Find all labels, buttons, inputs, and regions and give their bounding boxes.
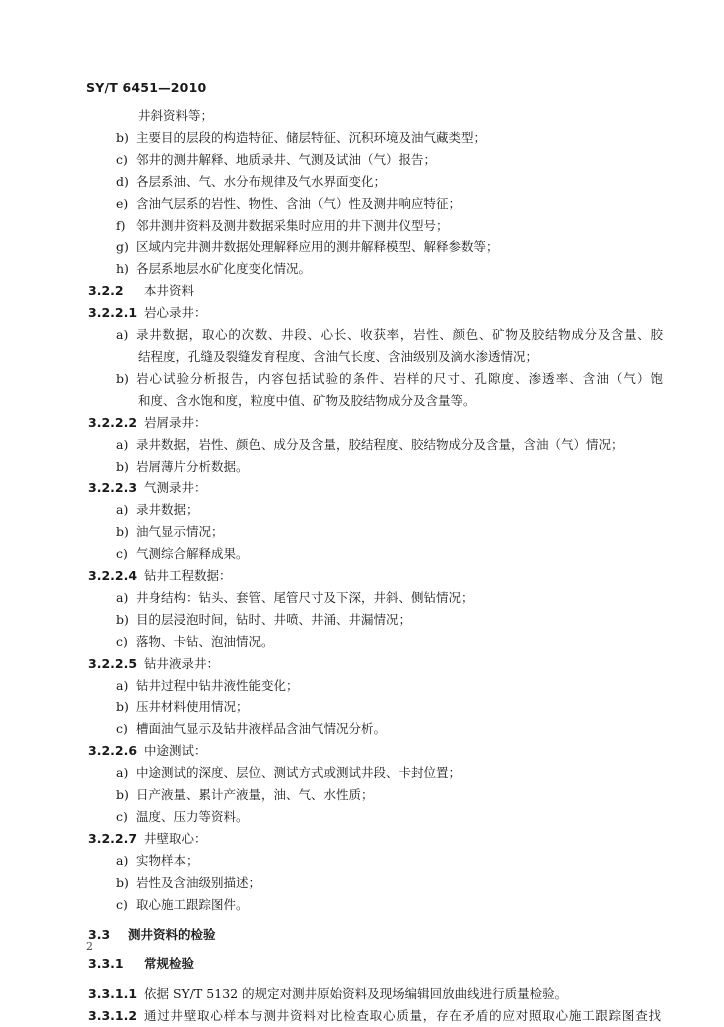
list-item — [88, 215, 663, 237]
list-item — [88, 521, 663, 543]
section-number: 3.2.2.3 — [88, 480, 138, 496]
section-number: 3.3.1.2 — [88, 1008, 138, 1024]
section-title: 通过井壁取心样本与测井资料对比检查取心质量，存在矛盾的应对照取心施工跟踪图查找 — [144, 1008, 661, 1024]
list-item — [88, 631, 663, 653]
section-title: 气测录井： — [144, 480, 207, 496]
list-item-marker: b) — [116, 611, 129, 627]
list-item — [88, 696, 663, 718]
list-item-marker: b) — [116, 129, 129, 145]
list-item-text: 油气显示情况； — [136, 524, 224, 540]
list-item-text: 邻井的测井解释、地质录井、气测及试油（气）报告； — [136, 151, 437, 167]
list-item-text: 落物、卡钻、泡油情况。 — [136, 633, 274, 649]
list-item-text: 各层系地层水矿化度变化情况。 — [136, 261, 312, 277]
list-item-text: 气测综合解释成果。 — [136, 546, 249, 562]
list-item-text: 温度、压力等资料。 — [136, 809, 249, 824]
list-item — [88, 609, 663, 631]
section-title: 钻井液录井： — [144, 655, 220, 671]
section-number: 3.3.1.1 — [88, 986, 138, 1002]
section-number: 3.2.2.2 — [88, 414, 138, 430]
list-item-marker: e) — [116, 195, 129, 211]
section-title: 依据 SY/T 5132 的规定对测井原始资料及现场编辑回放曲线进行质量检验。 — [144, 986, 568, 1002]
page-number: 2 — [86, 940, 93, 953]
section-heading — [88, 953, 663, 975]
section-title: 钻井工程数据： — [144, 568, 232, 584]
list-item — [88, 324, 663, 346]
section-heading — [88, 280, 663, 302]
list-item — [88, 127, 663, 149]
section-number: 3.3.1 — [88, 956, 124, 972]
list-item-text: 槽面油气显示及钻井液样品含油气情况分析。 — [136, 721, 387, 737]
list-item-marker: b) — [116, 370, 129, 386]
list-item-text: 压井材料使用情况； — [136, 699, 249, 715]
section-heading — [88, 653, 663, 675]
list-item — [88, 258, 663, 280]
document-body — [88, 105, 663, 1027]
list-item-text: 岩屑薄片分析数据。 — [136, 458, 249, 474]
list-item-text: 目的层浸泡时间，钻时、井喷、井涌、井漏情况； — [136, 611, 412, 627]
section-number: 3.2.2.6 — [88, 743, 138, 759]
section-number: 3.2.2.1 — [88, 305, 138, 321]
list-item-marker: b) — [116, 787, 129, 803]
list-item — [88, 762, 663, 784]
section-heading — [88, 302, 663, 324]
list-item — [88, 434, 663, 456]
list-item-marker: c) — [116, 809, 128, 824]
section-heading — [88, 412, 663, 434]
list-item-text: 录井数据，取心的次数、井段、心长、收获率，岩性、颜色、矿物及胶结物成分及含量、胶 — [136, 327, 663, 343]
list-item-marker: c) — [116, 151, 128, 167]
list-item-text: 岩性及含油级别描述； — [136, 874, 262, 890]
list-item — [88, 236, 663, 258]
section-heading — [88, 924, 663, 946]
section-number: 3.2.2.7 — [88, 830, 138, 846]
list-item-marker: a) — [116, 677, 129, 693]
list-item-text: 取心施工跟踪图件。 — [136, 896, 249, 912]
section-heading — [88, 477, 663, 499]
list-item-marker: f) — [116, 217, 126, 233]
list-item-marker: b) — [116, 699, 129, 715]
section-title: 中途测试： — [144, 743, 207, 759]
list-item — [88, 171, 663, 193]
list-item — [88, 543, 663, 565]
section-heading — [88, 828, 663, 850]
list-item-continuation: 井斜资料等； — [138, 108, 214, 123]
section-title: 本井资料 — [144, 283, 195, 299]
section-title: 井壁取心： — [144, 830, 207, 846]
list-item-marker: a) — [116, 589, 129, 605]
list-item-text: 含油气层系的岩性、物性、含油（气）性及测井响应特征； — [136, 195, 462, 211]
list-item-text: 各层系油、气、水分布规律及气水界面变化； — [136, 173, 387, 189]
list-item-marker: c) — [116, 721, 128, 737]
list-item — [88, 499, 663, 521]
list-item-text: 实物样本； — [136, 852, 199, 868]
list-item-text: 主要目的层段的构造特征、储层特征、沉积环境及油气藏类型； — [136, 129, 487, 145]
list-item-text: 中途测试的深度、层位、测试方式或测试井段、卡封位置； — [136, 765, 462, 781]
list-item-marker: d) — [116, 173, 129, 189]
list-item-text: 邻井测井资料及测井数据采集时应用的井下测井仪型号； — [136, 217, 449, 233]
list-item-text: 钻井过程中钻井液性能变化； — [136, 677, 299, 693]
list-item-marker: a) — [116, 852, 129, 868]
list-item-marker: c) — [116, 896, 128, 912]
section-number: 3.2.2 — [88, 283, 124, 299]
list-item-continuation: 和度、含水饱和度，粒度中值、矿物及胶结物成分及含量等。 — [138, 392, 476, 408]
list-item-marker: a) — [116, 436, 129, 452]
list-item-continuation: 结程度，孔缝及裂缝发育程度、含油气长度、含油级别及滴水渗透情况； — [138, 348, 539, 364]
list-item — [88, 806, 663, 828]
list-item-marker: c) — [116, 546, 128, 562]
section-number: 3.2.2.5 — [88, 655, 138, 671]
section-heading — [88, 740, 663, 762]
section-number: 3.3 — [88, 926, 111, 942]
list-item-marker: a) — [116, 502, 129, 518]
list-item-text: 录井数据； — [136, 502, 199, 518]
section-title: 岩心录井： — [144, 305, 207, 321]
section-heading — [88, 565, 663, 587]
list-item — [88, 149, 663, 171]
list-item — [88, 850, 663, 872]
list-item-text: 区域内完井测井数据处理解释应用的测井解释模型、解释参数等； — [136, 239, 499, 255]
section-title: 岩屑录井： — [144, 414, 207, 430]
list-item-text: 日产液量、累计产液量，油、气、水性质； — [136, 787, 374, 803]
list-item-marker: a) — [116, 327, 129, 343]
list-item-text: 录井数据，岩性、颜色、成分及含量，胶结程度、胶结物成分及含量，含油（气）情况； — [136, 436, 624, 452]
section-title: 常规检验 — [144, 956, 195, 972]
list-item — [88, 784, 663, 806]
list-item — [88, 675, 663, 697]
list-item — [88, 193, 663, 215]
standard-code-header: SY/T 6451—2010 — [86, 80, 207, 95]
list-item-marker: b) — [116, 874, 129, 890]
list-item-marker: b) — [116, 524, 129, 540]
list-item-marker: h) — [116, 261, 129, 277]
section-heading — [88, 983, 663, 1005]
list-item-text: 井身结构：钻头、套管、尾管尺寸及下深，井斜、侧钻情况； — [136, 589, 474, 605]
section-number: 3.2.2.4 — [88, 568, 138, 584]
list-item — [88, 894, 663, 916]
section-title: 测井资料的检验 — [128, 926, 216, 942]
list-item-text: 岩心试验分析报告，内容包括试验的条件、岩样的尺寸、孔隙度、渗透率、含油（气）饱 — [136, 370, 663, 386]
list-item — [88, 587, 663, 609]
list-item-marker: a) — [116, 765, 129, 781]
list-item — [88, 718, 663, 740]
list-item — [88, 456, 663, 478]
list-item-marker: c) — [116, 633, 128, 649]
list-item-marker: b) — [116, 458, 129, 474]
list-item-marker: g) — [116, 239, 129, 255]
list-item — [88, 872, 663, 894]
list-item — [88, 368, 663, 390]
